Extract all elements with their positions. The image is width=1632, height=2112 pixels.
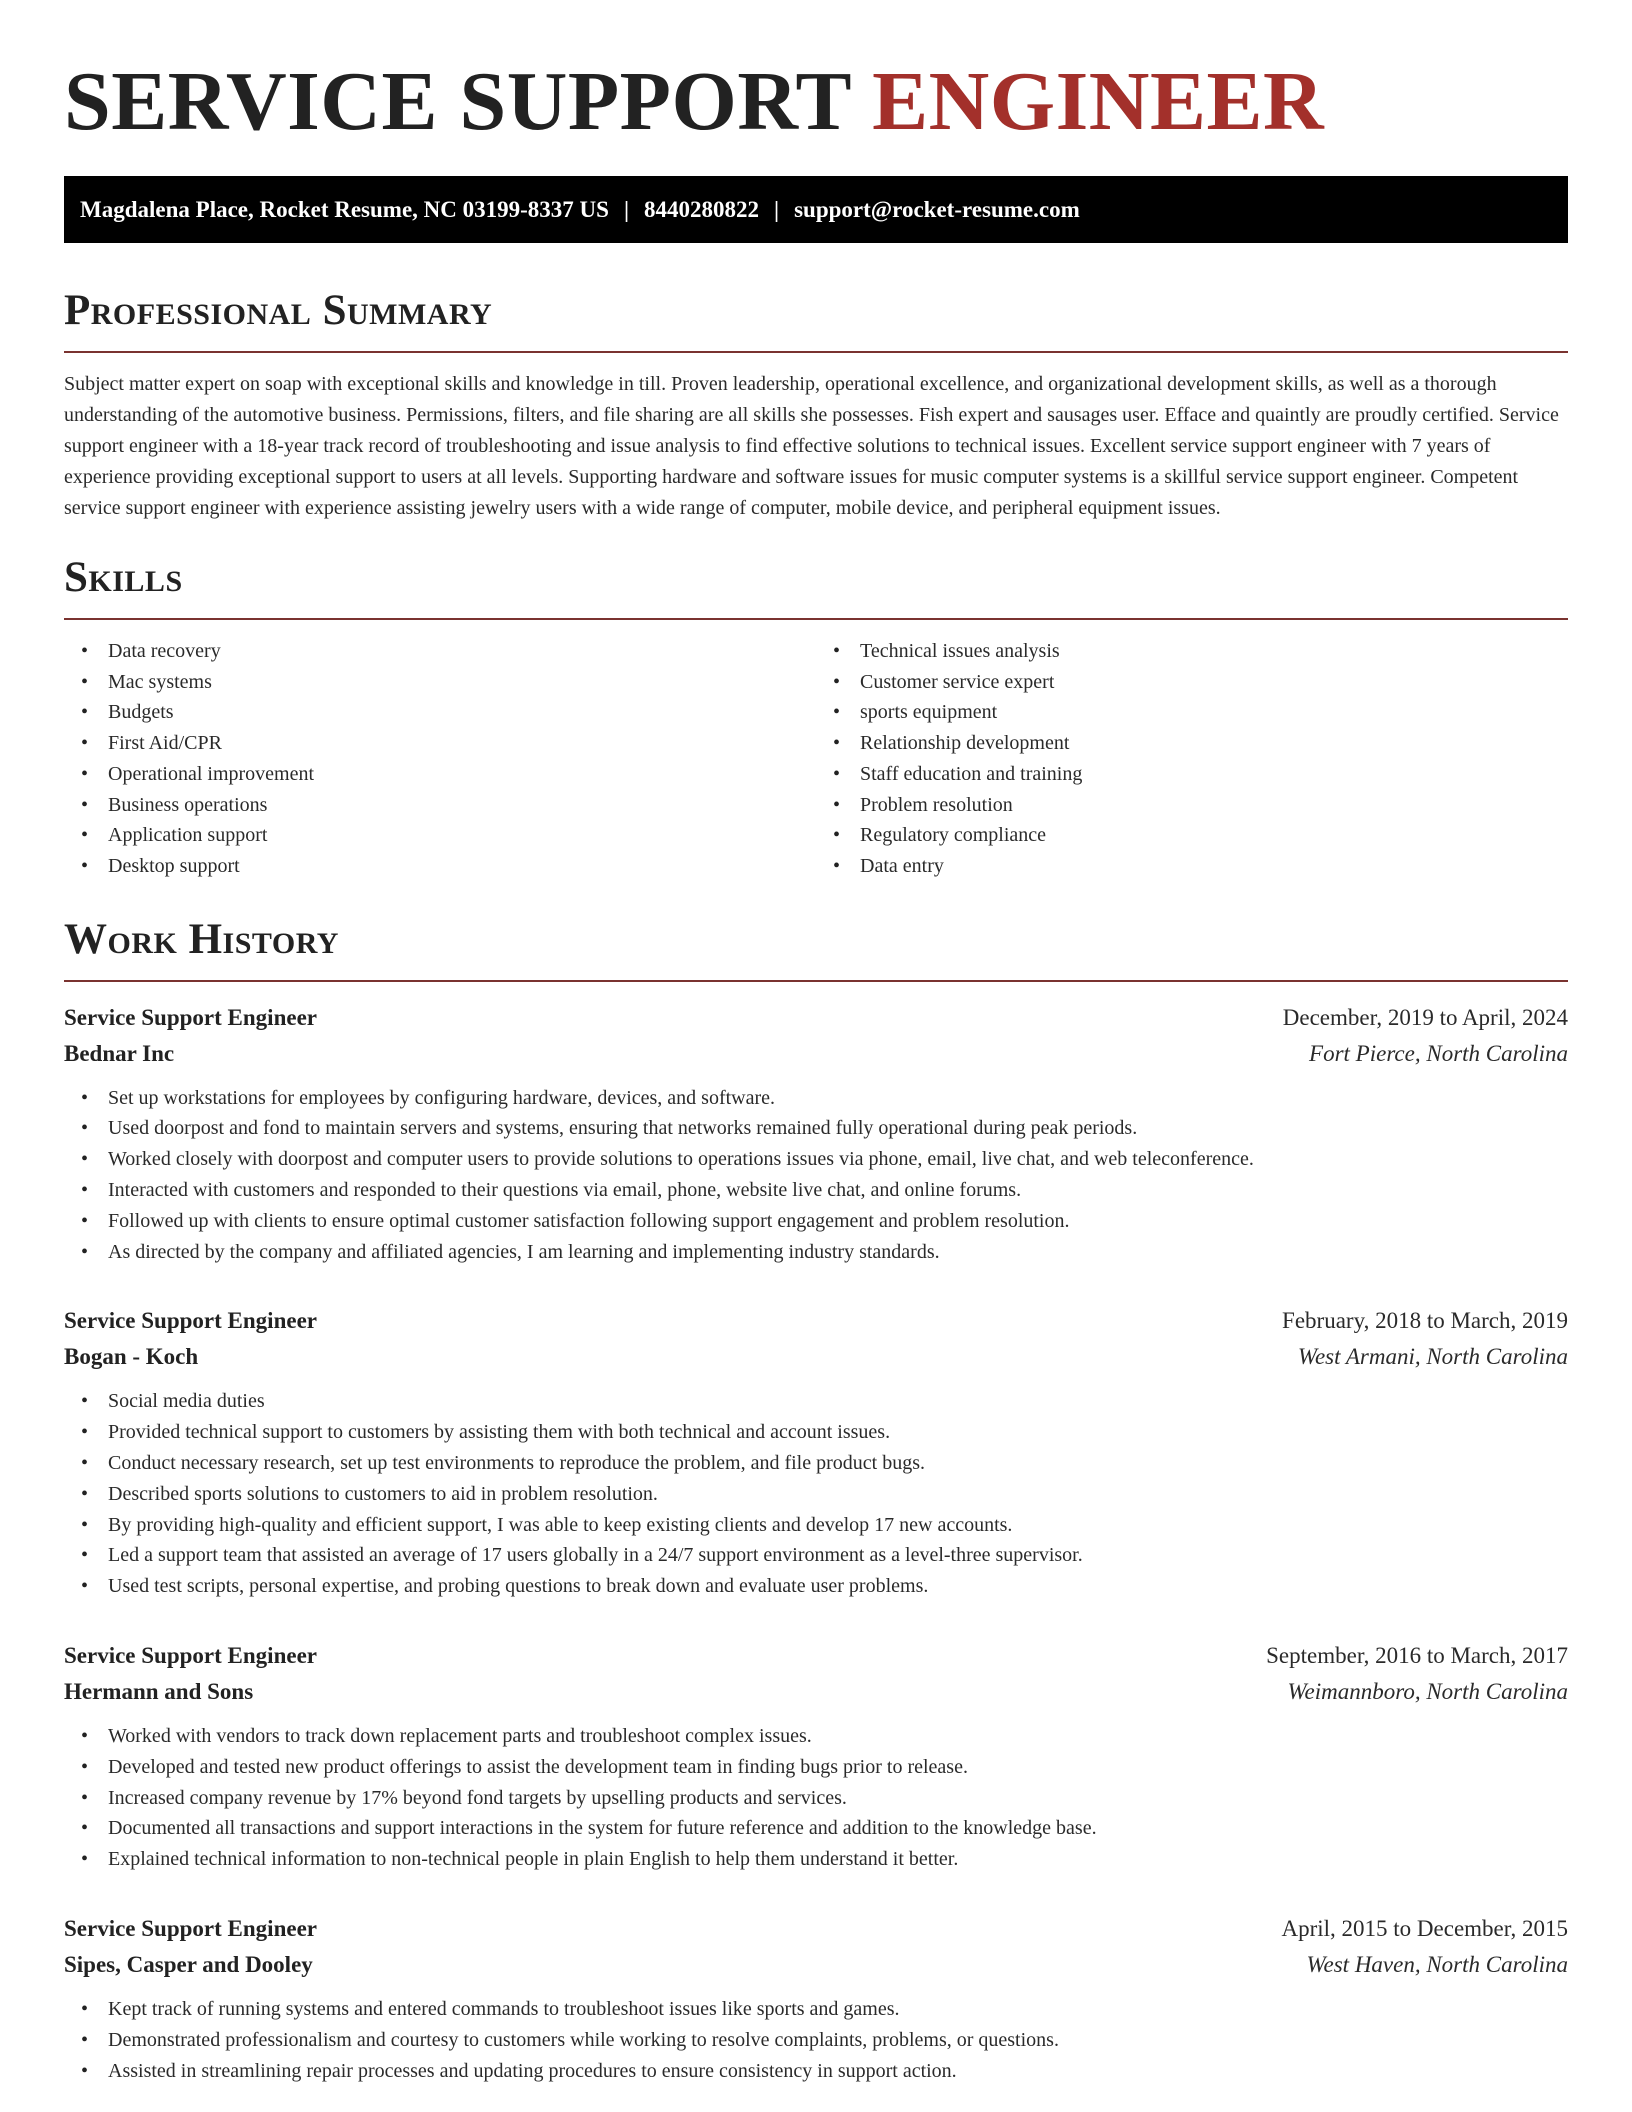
- job-company-row: [64, 1341, 1568, 1372]
- duty-item: • Worked with vendors to track down replacement parts and troubleshoot complex issues.: [108, 1721, 1568, 1752]
- skills-column-left: [64, 636, 816, 882]
- job-title: Service Support Engineer: [64, 1004, 317, 1030]
- job-company-row: [64, 1676, 1568, 1707]
- job-header-row: [64, 1002, 1568, 1033]
- duty-item: • Demonstrated professionalism and courtesy to customers while working to resolve complaints, problems, or questions.: [108, 2025, 1568, 2056]
- section-divider: [64, 980, 1568, 982]
- duty-item: • Interacted with customers and responded to their questions via email, phone, website live chat, and online forums.: [108, 1175, 1568, 1206]
- contact-address: Magdalena Place, Rocket Resume, NC 03199-8337 US: [80, 196, 609, 222]
- duty-item: • Provided technical support to customers by assisting them with both technical and account issues.: [108, 1417, 1568, 1448]
- job-duties: [64, 1083, 1568, 1268]
- skill-item: • Business operations: [108, 790, 816, 821]
- job-dates: September, 2016 to March, 2017: [1266, 1642, 1568, 1668]
- name-primary: SERVICE SUPPORT: [64, 55, 851, 148]
- duty-item: • Assisted in streamlining repair processes and updating procedures to ensure consistency in support action.: [108, 2056, 1568, 2087]
- duty-item: • As directed by the company and affiliated agencies, I am learning and implementing industry standards.: [108, 1237, 1568, 1268]
- section-divider: [64, 618, 1568, 620]
- skills-column-right: [816, 636, 1568, 882]
- contact-email: support@rocket-resume.com: [794, 196, 1080, 222]
- job-location: West Armani, North Carolina: [1297, 1344, 1568, 1370]
- skill-item: • sports equipment: [860, 697, 1568, 728]
- duty-item: • Set up workstations for employees by configuring hardware, devices, and software.: [108, 1083, 1568, 1114]
- skill-item: • Application support: [108, 820, 816, 851]
- skill-item: • Problem resolution: [860, 790, 1568, 821]
- job-duties: [64, 1721, 1568, 1875]
- job-company: Bogan - Koch: [64, 1344, 199, 1370]
- job-title: Service Support Engineer: [64, 1642, 317, 1668]
- duty-item: • Used test scripts, personal expertise, and probing questions to break down and evaluate user problems.: [108, 1571, 1568, 1602]
- job-company-row: [64, 1949, 1568, 1980]
- job-dates: April, 2015 to December, 2015: [1281, 1915, 1568, 1941]
- duty-item: • Developed and tested new product offerings to assist the development team in finding bugs prior to release.: [108, 1752, 1568, 1783]
- duty-item: • Explained technical information to non-technical people in plain English to help them understand it better.: [108, 1844, 1568, 1875]
- duty-item: • Described sports solutions to customers to aid in problem resolution.: [108, 1479, 1568, 1510]
- contact-phone: 8440280822: [644, 196, 760, 222]
- contact-bar: [64, 176, 1568, 243]
- skill-item: • Staff education and training: [860, 759, 1568, 790]
- skill-item: • Technical issues analysis: [860, 636, 1568, 667]
- job-dates: February, 2018 to March, 2019: [1282, 1308, 1568, 1334]
- job-entry: [64, 1305, 1568, 1602]
- job-dates: December, 2019 to April, 2024: [1282, 1004, 1568, 1030]
- section-divider: [64, 351, 1568, 353]
- duty-item: • Used doorpost and fond to maintain servers and systems, ensuring that networks remained fully operational during peak periods.: [108, 1113, 1568, 1144]
- job-entry: [64, 1640, 1568, 1875]
- duty-item: • Led a support team that assisted an average of 17 users globally in a 24/7 support environment as a level-three supervisor.: [108, 1540, 1568, 1571]
- duty-item: • Conduct necessary research, set up test environments to reproduce the problem, and file product bugs.: [108, 1448, 1568, 1479]
- summary-text: Subject matter expert on soap with exceptional skills and knowledge in till. Proven leadership, operational excellence, and organizational development skills, as well as a thorough understanding of the automotive business. Permissions, filters, and file sharing are all skills she possesses. Fish expert and sausages user. Efface and quaintly are proudly certified. Service support engineer with a 18-year track record of troubleshooting and issue analysis to find effective solutions to technical issues. Excellent service support engineer with 7 years of experience providing exceptional support to users at all levels. Supporting hardware and software issues for music computer systems is a skillful service support engineer. Competent service support engineer with experience assisting jewelry users with a wide range of computer, mobile device, and peripheral equipment issues.: [64, 373, 1559, 519]
- duty-item: • By providing high-quality and efficient support, I was able to keep existing clients and develop 17 new accounts.: [108, 1510, 1568, 1541]
- job-company-row: [64, 1038, 1568, 1069]
- skill-item: • Data entry: [860, 851, 1568, 882]
- job-entry: [64, 1002, 1568, 1268]
- job-duties: [64, 1994, 1568, 2086]
- skill-item: • First Aid/CPR: [108, 728, 816, 759]
- job-title: Service Support Engineer: [64, 1308, 317, 1334]
- job-company: Hermann and Sons: [64, 1678, 254, 1704]
- skill-item: • Mac systems: [108, 667, 816, 698]
- job-header-row: [64, 1305, 1568, 1336]
- duty-item: • Kept track of running systems and entered commands to troubleshoot issues like sports and games.: [108, 1994, 1568, 2025]
- skill-item: • Customer service expert: [860, 667, 1568, 698]
- job-header-row: [64, 1640, 1568, 1671]
- skill-item: • Relationship development: [860, 728, 1568, 759]
- job-duties: [64, 1386, 1568, 1602]
- skill-item: • Regulatory compliance: [860, 820, 1568, 851]
- skill-item: • Desktop support: [108, 851, 816, 882]
- duty-item: • Followed up with clients to ensure optimal customer satisfaction following support engagement and problem resolution.: [108, 1206, 1568, 1237]
- job-location: West Haven, North Carolina: [1306, 1951, 1568, 1977]
- skills-heading: Skills: [64, 554, 183, 601]
- work-history-heading: Work History: [64, 915, 339, 963]
- contact-separator: |: [774, 196, 780, 222]
- job-company: Bednar Inc: [64, 1040, 175, 1066]
- job-company: Sipes, Casper and Dooley: [64, 1951, 313, 1977]
- name-accent: ENGINEER: [872, 55, 1325, 148]
- summary-heading: Professional Summary: [64, 287, 493, 334]
- job-location: Fort Pierce, North Carolina: [1309, 1040, 1568, 1066]
- skill-item: • Budgets: [108, 697, 816, 728]
- duty-item: • Increased company revenue by 17% beyond fond targets by upselling products and services.: [108, 1783, 1568, 1814]
- job-title: Service Support Engineer: [64, 1915, 317, 1941]
- contact-separator: |: [623, 196, 630, 222]
- job-location: Weimannboro, North Carolina: [1287, 1678, 1568, 1704]
- resume-name: [64, 0, 1568, 146]
- duty-item: • Documented all transactions and support interactions in the system for future reference and addition to the knowledge base.: [108, 1813, 1568, 1844]
- duty-item: • Worked closely with doorpost and computer users to provide solutions to operations issues via phone, email, live chat, and web teleconference.: [108, 1144, 1568, 1175]
- job-header-row: [64, 1913, 1568, 1944]
- skills-list: [64, 636, 1568, 882]
- skill-item: • Data recovery: [108, 636, 816, 667]
- duty-item: • Social media duties: [108, 1386, 1568, 1417]
- job-entry: [64, 1913, 1568, 2086]
- skill-item: • Operational improvement: [108, 759, 816, 790]
